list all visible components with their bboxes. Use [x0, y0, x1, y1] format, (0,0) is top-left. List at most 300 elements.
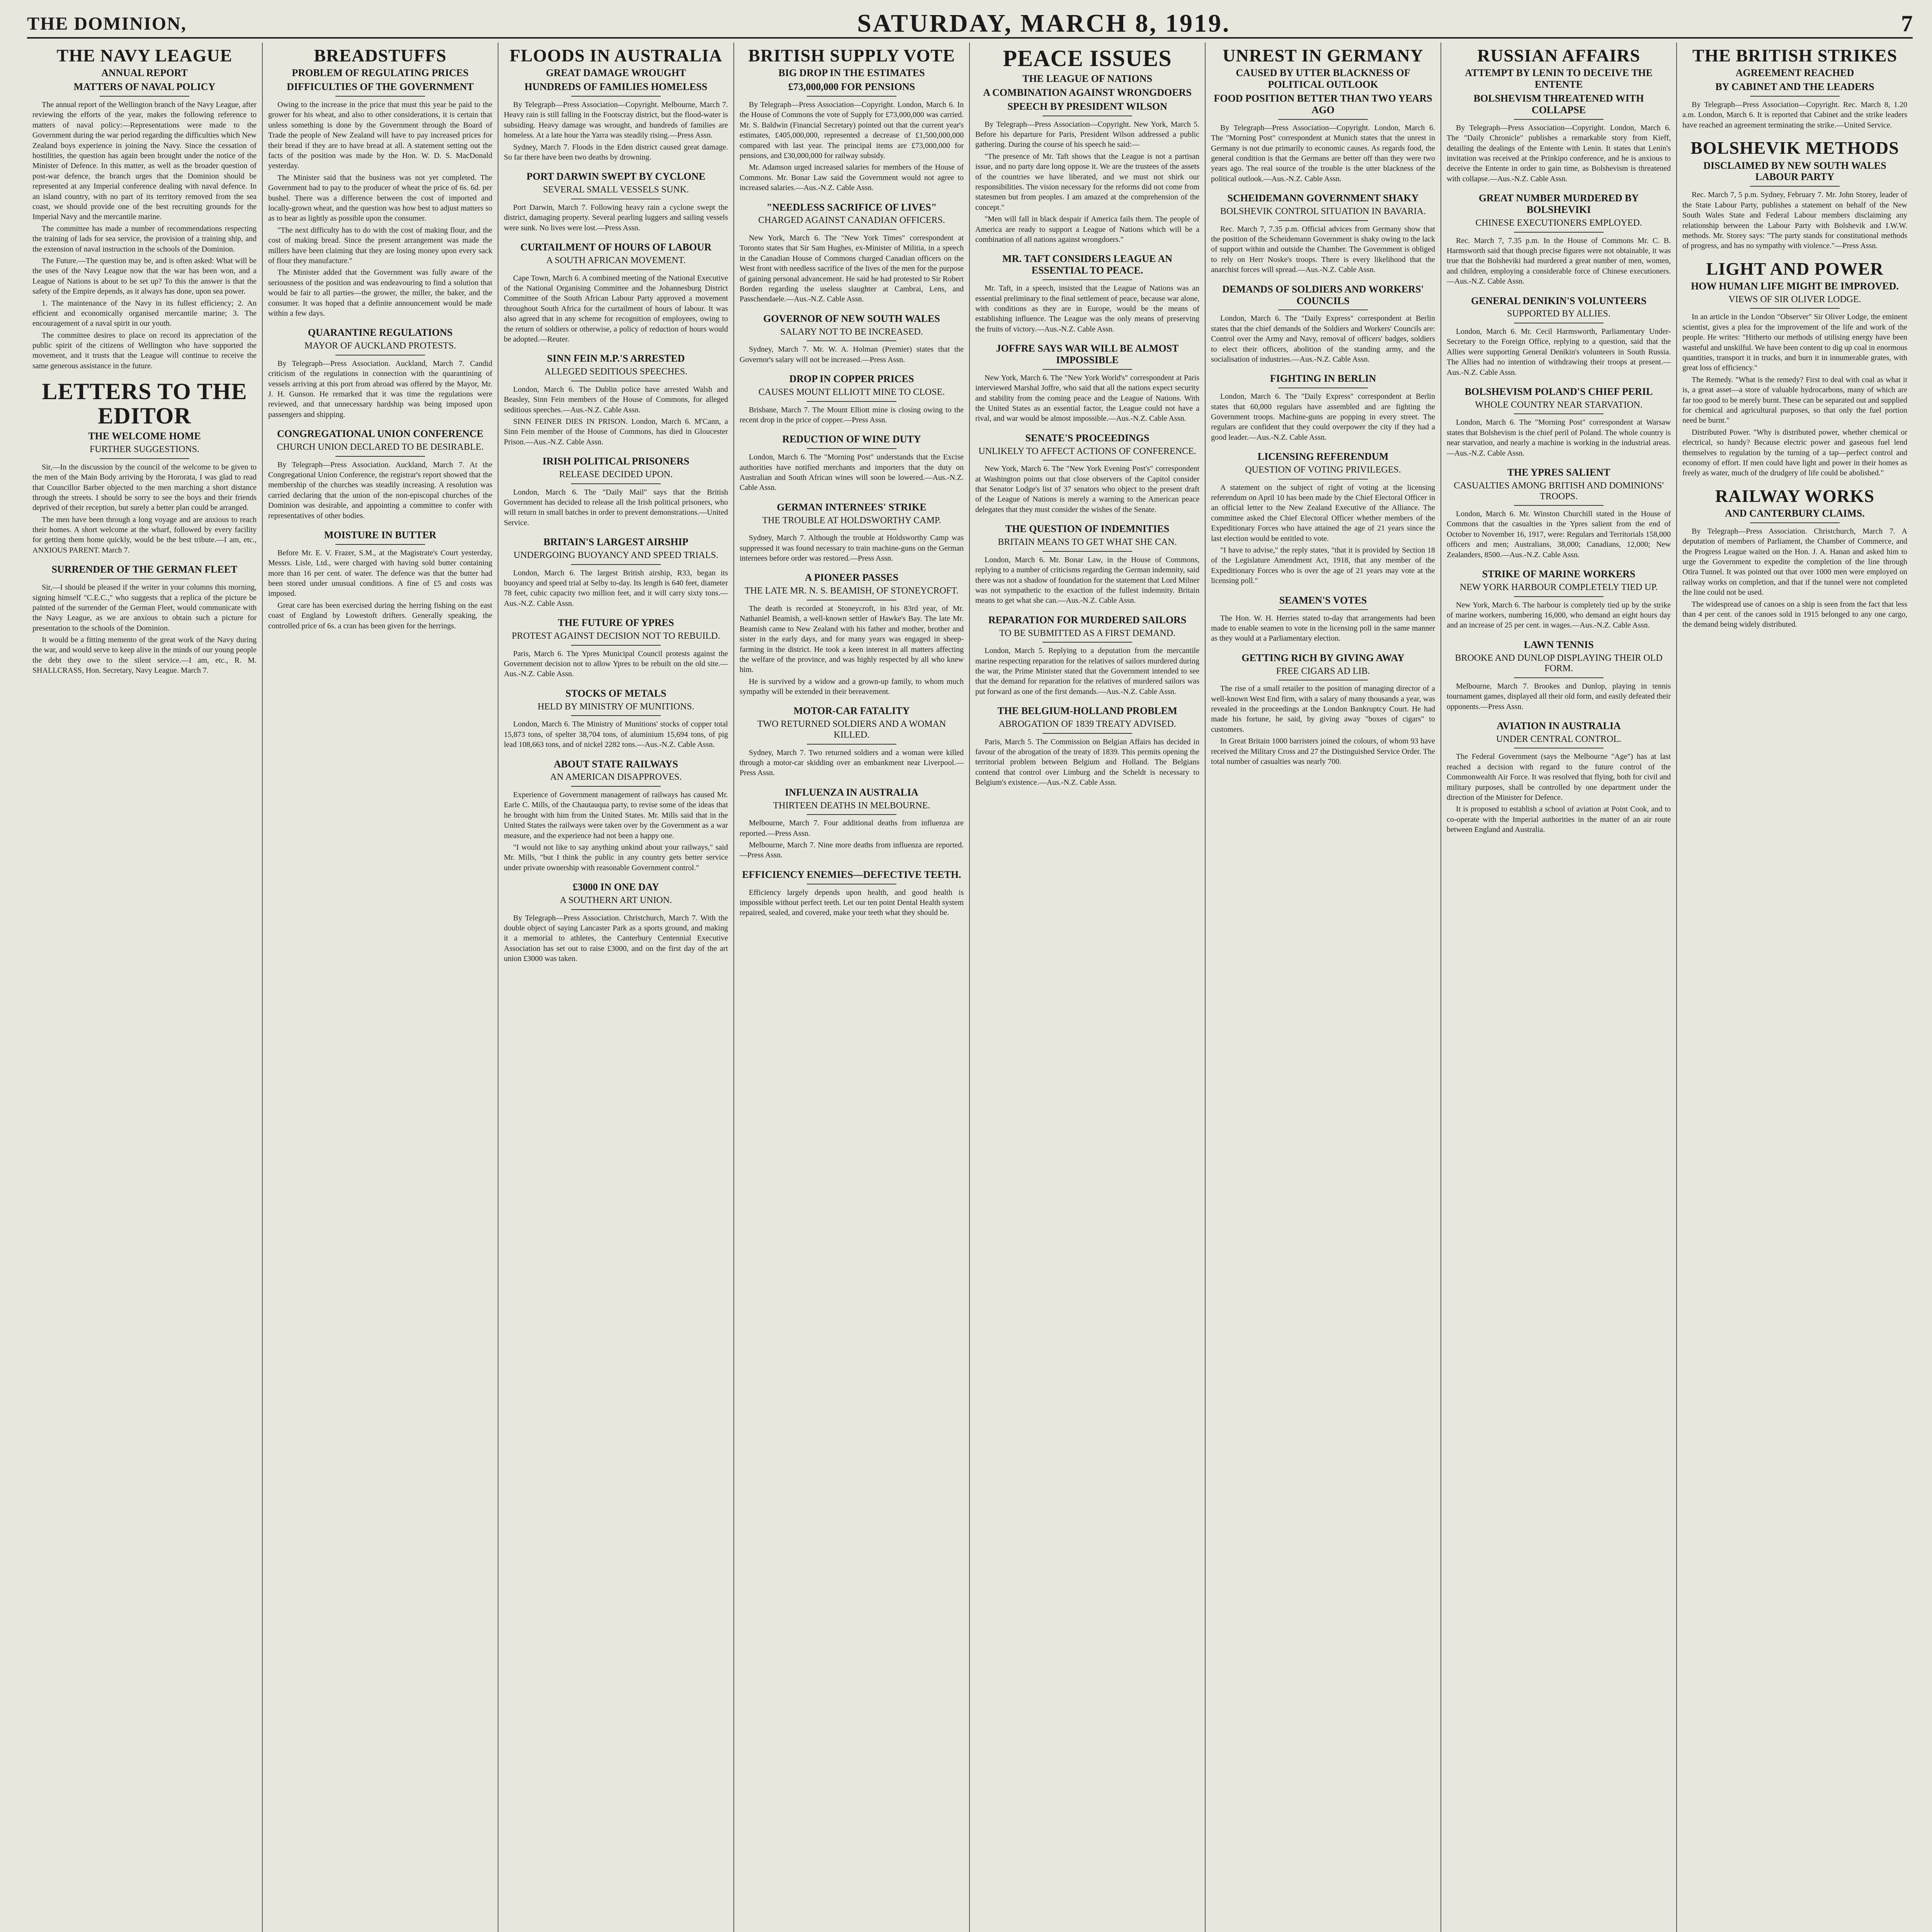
- article-subheading: CURTAILMENT OF HOURS OF LABOUR: [520, 242, 712, 253]
- headline-rule: [571, 786, 661, 787]
- article-paragraph: 1. The maintenance of the Navy in its fullest efficiency; 2. An efficient and economically organised mercantile marine; 3. The encouragement of a naval spirit in our youth.: [32, 299, 257, 328]
- headline-rule: [1750, 186, 1840, 187]
- article-subheading: A PIONEER PASSES: [804, 572, 899, 583]
- article-body: [268, 548, 492, 631]
- article-subheading-minor: FURTHER SUGGESTIONS.: [90, 444, 199, 455]
- article-paragraph: "The presence of Mr. Taft shows that the League is not a partisan issue, and no party dare long oppose it. We are the trustees of the assets of the countries we have liberated, and we must not shirk our responsibilities. The vision necessary for the reforms did not come from statesmen but from peoples. I am amazed at the comprehension of the concept.": [975, 152, 1199, 212]
- headline-rule: [1043, 642, 1132, 643]
- article: [975, 343, 1199, 424]
- article-paragraph: Sir,—I should be pleased if the writer in your columns this morning, signing himself "C.E.C.," who suggests that a replica of the picture be painted of the surrender of the German Fleet, would communicate with the Navy League, as we are anxious to obtain such a picture for presentation to the schools of the Dominion.: [32, 583, 257, 633]
- article-body: [504, 568, 728, 609]
- article-body: [1447, 600, 1671, 631]
- article-body: [504, 913, 728, 964]
- page-number: 7: [1901, 10, 1913, 36]
- headline-rule: [1750, 522, 1840, 523]
- article: [740, 46, 964, 193]
- article-body: [975, 737, 1199, 788]
- article-subheading: REDUCTION OF WINE DUTY: [782, 434, 921, 445]
- article: [740, 434, 964, 493]
- article-headline: BRITISH SUPPLY VOTE: [748, 46, 955, 65]
- headline-rule: [571, 96, 661, 97]
- headline-rule: [571, 483, 661, 484]
- headline-rule: [807, 814, 896, 815]
- article-subheading-minor: QUESTION OF VOTING PRIVILEGES.: [1245, 465, 1401, 475]
- article-subheading-minor: BOLSHEVIK CONTROL SITUATION IN BAVARIA.: [1220, 206, 1426, 217]
- article-body: [268, 100, 492, 318]
- article-paragraph: Experience of Government management of railways has caused Mr. Earle C. Mills, of the Chautauqua party, to revise some of the ideas that he brought with him from the United States. Mr. Mills said that in the United States the railways were taken over by the Government as a war measure, and the experience had not been a happy one.: [504, 791, 728, 840]
- article-subheading: MATTERS OF NAVAL POLICY: [73, 81, 216, 93]
- article-subheading-minor: TWO RETURNED SOLDIERS AND A WOMAN KILLED.: [757, 719, 946, 740]
- article-paragraph: By Telegraph—Press Association. Christchurch, March 7. With the double object of saying Lancaster Park as a sports ground, and making it a memorial to athletes, the Canterbury Centennial Executive Association has set out to raise £3000, and on the first day of the art union £3000 was taken.: [504, 913, 728, 963]
- article-paragraph: By Telegraph—Press Association. Christchurch, March 7. A deputation of members of Parliament, the Chamber of Commerce, and the Progress League waited on the Hon. J. A. Hanan and asked him to urge the Government to expedite the completion of the line through Otira Tunnel. It was pointed out that over 1000 men were employed on railway works on completion, and that if the tunnel were not completed the line could not be used.: [1682, 527, 1907, 597]
- article-subheading: £73,000,000 FOR PENSIONS: [788, 81, 915, 93]
- article: [1682, 260, 1907, 478]
- column-3: [498, 43, 734, 1932]
- article-subheading: BIG DROP IN THE ESTIMATES: [778, 67, 925, 79]
- article-body: [504, 487, 728, 528]
- article-paragraph: New York, March 6. The "New York Evening Post's" correspondent at Washington points out that close observers of the Capitol consider that Senator Lodge's list of 37 senators who object to the present draft of the League of Nations is merely a warning to the American peace delegates that they must consider the wishes of the Senate.: [975, 464, 1199, 514]
- article: [740, 869, 964, 918]
- article-body: [740, 344, 964, 365]
- article-body: [1447, 681, 1671, 712]
- article-paragraph: In Great Britain 1000 barristers joined the colours, of whom 93 have received the Military Cross and 27 the Distinguished Service Order. The total number of casualties was nearly 700.: [1211, 737, 1435, 766]
- article-paragraph: London, March 6. The Ministry of Munitions' stocks of copper total 15,873 tons, of spelter 38,704 tons, of aluminium 15,694 tons, of pig lead 108,663 tons, and of nickel 2282 tons.—Aus.-N.Z. Cable Assn.: [504, 720, 728, 749]
- article-subheading-minor: THIRTEEN DEATHS IN MELBOURNE.: [773, 800, 930, 811]
- article-body: [268, 359, 492, 420]
- article: [1447, 568, 1671, 631]
- article-headline: RAILWAY WORKS: [1715, 486, 1875, 506]
- article: [504, 242, 728, 344]
- article: [1447, 192, 1671, 286]
- article-body: [32, 462, 257, 556]
- article-body: [504, 719, 728, 750]
- article-paragraph: London, March 6. Mr. Cecil Harmsworth, Parliamentary Under-Secretary to the Foreign Office, replying to a question, said that the Allies were supporting General Denikin's volunteers in South Russia. The Allies had no intention of withdrawing their troops at present.—Aus.-N.Z. Cable Assn.: [1447, 327, 1671, 377]
- headline-rule: [1750, 96, 1840, 97]
- article: [975, 253, 1199, 334]
- article: [504, 759, 728, 873]
- article-subheading-minor: BROOKE AND DUNLOP DISPLAYING THEIR OLD FORM.: [1455, 653, 1663, 674]
- article-paragraph: Great care has been exercised during the herring fishing on the east coast of England by Lowestoft drifters. Generally speaking, the controlled price of 6s. a cran has been given for the herrings.: [268, 601, 492, 630]
- headline-rule: [1514, 596, 1604, 597]
- article-body: [1211, 313, 1435, 364]
- article: [975, 523, 1199, 605]
- headline-rule: [807, 448, 896, 449]
- article-subheading: STOCKS OF METALS: [565, 687, 667, 699]
- article-subheading: SINN FEIN M.P.'S ARRESTED: [547, 353, 685, 364]
- article-body: [32, 100, 257, 371]
- article: [1447, 467, 1671, 560]
- article-paragraph: The committee has made a number of recommendations respecting the training of lads for sea service, the provision of a training ship, and the extension of naval instruction in the schools of the Dominion.: [32, 224, 257, 253]
- article-body: [1682, 312, 1907, 478]
- article-paragraph: New York, March 6. The harbour is completely tied up by the strike of marine workers, numbering 16,000, who demand an eight hours day and an increase of 25 per cent. in wages.—Aus.-N.Z. Cable Assn.: [1447, 600, 1671, 630]
- article-subheading-minor: THE LATE MR. N. S. BEAMISH, OF STONEYCROFT.: [745, 586, 959, 596]
- article-subheading-minor: CASUALTIES AMONG BRITISH AND DOMINIONS' TROOPS.: [1454, 480, 1664, 502]
- article-body: [268, 460, 492, 521]
- article-subheading: ABOUT STATE RAILWAYS: [554, 758, 678, 770]
- article-paragraph: The Minister said that the business was not yet completed. The Government had to pay to the producer of wheat the price of 6s. 6d. per bushel. There was a difference between the cost of imported and locally-grown wheat, and the question was how best to adjust matters so as to bear as lightly as possible upon the consumer.: [268, 173, 492, 223]
- article-headline: RUSSIAN AFFAIRS: [1477, 46, 1640, 65]
- article-body: [1447, 327, 1671, 378]
- article-body: [1211, 684, 1435, 767]
- article-body: [1682, 100, 1907, 130]
- article-subheading: FIGHTING IN BERLIN: [1270, 373, 1376, 384]
- headline-rule: [1278, 119, 1368, 120]
- column-2: [263, 43, 498, 1932]
- article-paragraph: In an article in the London "Observer" Sir Oliver Lodge, the eminent scientist, gives a plea for the improvement of the life and work of the people. He writes: "Hitherto our methods of utilising energy have been wasteful and unskilful. We have been content to dig up coal in enormous quantities, transport it in trucks, and burn it in innumerable grates, with great loss of efficiency.": [1682, 313, 1907, 372]
- article: [504, 46, 728, 162]
- masthead-left: THE DOMINION,: [27, 13, 187, 34]
- article-subheading: THE WELCOME HOME: [88, 430, 201, 442]
- article-paragraph: Sir,—In the discussion by the council of the welcome to be given to the men of the Main Body arriving by the Hororata, I was glad to read that Councillor Barber objected to the men marching a short distance through the streets. I should be sorry to see the boys and their friends deprived of their reception, but surely a better plan could be arranged.: [32, 463, 257, 512]
- article-subheading-minor: BRITAIN MEANS TO GET WHAT SHE CAN.: [998, 537, 1177, 548]
- article-subheading-minor: SEVERAL SMALL VESSELS SUNK.: [543, 185, 689, 195]
- article-subheading-minor: UNDER CENTRAL CONTROL.: [1496, 734, 1621, 744]
- article-paragraph: Melbourne, March 7. Four additional deaths from influenza are reported.—Press Assn.: [740, 819, 964, 838]
- article-body: [1447, 236, 1671, 287]
- article-paragraph: Mr. Adamson urged increased salaries for members of the House of Commons. Mr. Bonar Law said the Government would not agree to increased salaries.—Aus.-N.Z. Cable Assn.: [740, 163, 964, 192]
- article: [740, 572, 964, 697]
- article-subheading: REPARATION FOR MURDERED SAILORS: [988, 614, 1187, 626]
- article-subheading: PORT DARWIN SWEPT BY CYCLONE: [526, 171, 706, 182]
- article-paragraph: New York, March 6. The "New York Times" correspondent at Toronto states that Sir Sam Hughes, ex-Minister of Militia, in a speech in the Canadian House of Commons charged Canadian officers on the West front with needless sacrifice of the lives of the men for the purpose of gaining personal advancement. He said he had protested to Sir Robert Borden regarding the useless slaughter at Cambrai, Lens, and Passchendaele.—Aus.-N.Z. Cable Assn.: [740, 234, 964, 304]
- article: [504, 171, 728, 233]
- article-paragraph: By Telegraph—Press Association—Copyright. Melbourne, March 7. Heavy rain is still falling in the Footscray district, but the flood-water is subsiding. Heavy damage was wrought, and hundreds of families are homeless. At a late hour the Yarra was steadily rising.—Press Assn.: [504, 100, 728, 140]
- headline-rule: [1043, 279, 1132, 280]
- article-paragraph: Rec. March 7, 7.35 p.m. Official advices from Germany show that the position of the Scheidemann Government is shaky owing to the lack of support within and outside the Chamber. The Government is obliged to rely on Herr Noske's troops. There is every likelihood that the anarchist forces will spread.—Aus.-N.Z. Cable Assn.: [1211, 224, 1435, 274]
- article: [1211, 451, 1435, 586]
- article-paragraph: Before Mr. E. V. Frazer, S.M., at the Magistrate's Court yesterday, Messrs. Lisle, Ltd., were charged with having sold butter containing more than 16 per cent. of water. The defence was that the butter had been stored under unusual conditions. A fine of £5 and costs was imposed.: [268, 548, 492, 598]
- article-subheading: JOFFRE SAYS WAR WILL BE ALMOST IMPOSSIBLE: [996, 343, 1179, 366]
- article-paragraph: It would be a fitting memento of the great work of the Navy during the war, and would serve to keep alive in the minds of our young people the debt they owe to the silent service.—I am, etc., R. M. SHALLCRASS, Hon. Secretary, Navy League. March 7.: [32, 636, 257, 675]
- article: [1211, 192, 1435, 275]
- article: [268, 46, 492, 318]
- article-subheading: DISCLAIMED BY NEW SOUTH WALES LABOUR PARTY: [1703, 160, 1886, 183]
- article-body: [740, 100, 964, 193]
- article: [1447, 386, 1671, 458]
- article-paragraph: The Minister added that the Government was fully aware of the seriousness of the position and was endeavouring to find a solution that would be fair to all parties—the grower, the miller, the baker, and the consumer. It was hoped that a definite announcement would be made within a few days.: [268, 268, 492, 318]
- article: [1682, 139, 1907, 251]
- article: [504, 881, 728, 964]
- headline-rule: [1514, 505, 1604, 506]
- article-subheading: MOTOR-CAR FATALITY: [793, 705, 910, 717]
- article-subheading: STRIKE OF MARINE WORKERS: [1482, 568, 1636, 580]
- article-paragraph: The annual report of the Wellington branch of the Navy League, after reviewing the efforts of the year, makes the following reference to matters of naval policy:—Representations were made to the Government during the war period regarding the difficulties which New Zealand boys experience in joining the Navy. Since the cessation of hostilities, the question has again been brought under the notice of the Minister of Defence. In this matter, as well as the broader question of post-war defence, the branch urges that the Dominion should be represented at any Imperial conference dealing with naval defence. In an island country, with no part of its territory removed from the sea coast, we should provide one of the best recruiting grounds for the Imperial Navy and the mercantile marine.: [32, 100, 257, 221]
- article-paragraph: Melbourne, March 7. Nine more deaths from influenza are reported.—Press Assn.: [740, 840, 964, 860]
- article-paragraph: "Men will fall in black despair if America fails them. The people of America are ready to support a League of Nations which will be a combination of all nations against wrongdoers.": [975, 215, 1199, 244]
- article-paragraph: London, March 5. Replying to a deputation from the mercantile marine respecting reparation for the relatives of sailors murdered during the war, the Prime Minister stated that the Government intended to see that the demand for reparation for the relatives of murdered sailors was put forward as one of the first demands.—Aus.-N.Z. Cable Assn.: [975, 646, 1199, 696]
- article-subheading: QUARANTINE REGULATIONS: [308, 327, 453, 338]
- article-paragraph: By Telegraph—Press Association—Copyright. London, March 6. The "Morning Post" correspondent at Munich states that the unrest in Germany is not due primarily to economic causes. As regards food, the general condition is that the Germans are better off than they were two years ago. The real source of the trouble is the utter blackness of the political outlook.—Aus.-N.Z. Cable Assn.: [1211, 123, 1435, 183]
- article-paragraph: The Federal Government (says the Melbourne "Age") has at last reached a decision with regard to the future control of the Commonwealth Air Force. It was resolved that flying, both for civil and military purposes, shall be controlled by one department under the direction of the Minister for Defence.: [1447, 752, 1671, 802]
- article-subheading-minor: CHINESE EXECUTIONERS EMPLOYED.: [1475, 218, 1642, 228]
- article-paragraph: A statement on the subject of right of voting at the licensing referendum on April 10 has been made by the Chief Electoral Officer in an official letter to the New Zealand Executive of the Alliance. The committee asked the Chief Electoral Officer whether members of the Expeditionary Forces who have attained the age of 21 years since the last election would be entitled to vote.: [1211, 483, 1435, 543]
- article-paragraph: London, March 6. The "Daily Express" correspondent at Berlin states that 60,000 regulars have assembled and are fighting the Government troops. Machine-guns are popping in every street. The regulars are confident that they could overpower the city if they had a good leader.—Aus.-N.Z. Cable Assn.: [1211, 392, 1435, 442]
- headline-rule: [100, 458, 189, 459]
- article-body: [740, 748, 964, 778]
- article-paragraph: Rec. March 7, 7.35 p.m. In the House of Commons Mr. C. B. Harmsworth said that though precise figures were not obtainable, it was true that the Bolsheviki had murdered a great number of men, women, and children, employing a considerable force of Chinese executioners.—Aus.-N.Z. Cable Assn.: [1447, 236, 1671, 286]
- article-subheading: SCHEIDEMANN GOVERNMENT SHAKY: [1227, 192, 1419, 204]
- article-subheading-minor: UNLIKELY TO AFFECT ACTIONS OF CONFERENCE.: [978, 446, 1196, 456]
- article-body: [1447, 509, 1671, 560]
- headline-rule: [571, 645, 661, 646]
- article-body: [975, 555, 1199, 606]
- article-paragraph: Paris, March 6. The Ypres Municipal Council protests against the Government decision not to allow Ypres to be rebuilt on the old site.—Aus.-N.Z. Cable Assn.: [504, 649, 728, 679]
- article-subheading: A COMBINATION AGAINST WRONGDOERS: [983, 87, 1192, 98]
- article: [1447, 295, 1671, 378]
- article-body: [740, 888, 964, 918]
- headline-rule: [807, 529, 896, 530]
- article-subheading: DEMANDS OF SOLDIERS AND WORKERS' COUNCILS: [1222, 283, 1424, 306]
- article-subheading: GETTING RICH BY GIVING AWAY: [1242, 652, 1405, 663]
- article-subheading: THE LEAGUE OF NATIONS: [1022, 73, 1152, 84]
- article-subheading: GENERAL DENIKIN'S VOLUNTEERS: [1471, 295, 1647, 306]
- article-subheading-minor: CHURCH UNION DECLARED TO BE DESIRABLE.: [277, 442, 484, 452]
- article-subheading: "NEEDLESS SACRIFICE OF LIVES": [766, 201, 937, 213]
- headline-rule: [100, 96, 189, 97]
- article-paragraph: "The next difficulty has to do with the cost of making flour, and the cost of making bread. Since the present arrangement was made the millers have been claiming that they are losing money upon every sack of flour they manufacture.": [268, 226, 492, 265]
- article-subheading: GREAT NUMBER MURDERED BY BOLSHEVIKI: [1478, 192, 1639, 216]
- article-body: [740, 533, 964, 563]
- article-subheading: GERMAN INTERNEES' STRIKE: [777, 501, 927, 513]
- article: [975, 432, 1199, 515]
- article-body: [1447, 752, 1671, 835]
- article-subheading: GREAT DAMAGE WROUGHT: [546, 67, 686, 79]
- article-subheading: SENATE'S PROCEEDINGS: [1025, 432, 1150, 444]
- article-body: [740, 604, 964, 697]
- article-subheading-minor: TO BE SUBMITTED AS A FIRST DEMAND.: [999, 628, 1175, 638]
- article-paragraph: He is survived by a widow and a grown-up family, to whom much sympathy will be extended in their bereavement.: [740, 677, 964, 696]
- article-body: [504, 384, 728, 447]
- article-subheading: HUNDREDS OF FAMILIES HOMELESS: [524, 81, 707, 93]
- article-body: [975, 464, 1199, 515]
- article-paragraph: Sydney, March 7. Although the trouble at Holdsworthy Camp was suppressed it was found necessary to train machine-guns on the German internees before order was restored.—Press Assn.: [740, 534, 964, 563]
- article: [1211, 46, 1435, 184]
- article-subheading-minor: A SOUTHERN ART UNION.: [560, 895, 672, 906]
- article: [1447, 720, 1671, 835]
- article-subheading-minor: A SOUTH AFRICAN MOVEMENT.: [546, 255, 686, 265]
- article-body: [504, 790, 728, 873]
- article-headline: FLOODS IN AUSTRALIA: [509, 46, 723, 65]
- article-paragraph: Mr. Taft, in a speech, insisted that the League of Nations was an essential preliminary to the final settlement of peace, because war alone, with conditions as they are in Europe, would be the means of establishing influence. The League was the only means of preserving the fruits of victory.—Aus.-N.Z. Cable Assn.: [975, 284, 1199, 333]
- article-subheading: THE YPRES SALIENT: [1507, 467, 1611, 478]
- headline-rule: [335, 544, 425, 545]
- article-paragraph: By Telegraph—Press Association—Copyright. Rec. March 8, 1.20 a.m. London, March 6. It is reported that Cabinet and the strike leaders have reached an agreement terminating the strike.—United Service.: [1682, 100, 1907, 129]
- article-subheading: BY CABINET AND THE LEADERS: [1715, 81, 1874, 93]
- article-subheading-minor: HELD BY MINISTRY OF MUNITIONS.: [537, 701, 694, 712]
- article-subheading: ATTEMPT BY LENIN TO DECEIVE THE ENTENTE: [1465, 67, 1653, 90]
- article-paragraph: The Future.—The question may be, and is often asked: What will be the uses of the Navy League now that the war has been won, and a League of Nations is about to be set up? To this the answer is that the safety of the Empire depends, as it always has done, upon sea power.: [32, 256, 257, 296]
- article-subheading-minor: SALARY NOT TO BE INCREASED.: [780, 327, 923, 337]
- headline-rule: [1043, 460, 1132, 461]
- article: [504, 617, 728, 679]
- article-headline: PEACE ISSUES: [1003, 46, 1172, 71]
- article-subheading-minor: ABROGATION OF 1839 TREATY ADVISED.: [998, 719, 1176, 730]
- headline-rule: [1043, 551, 1132, 552]
- article-body: [1447, 123, 1671, 184]
- article-headline: BREADSTUFFS: [314, 46, 447, 65]
- headline-rule: [807, 96, 896, 97]
- article: [1211, 652, 1435, 767]
- headline-rule: [571, 564, 661, 565]
- article-body: [1211, 483, 1435, 586]
- article-subheading: PROBLEM OF REGULATING PRICES: [292, 67, 469, 79]
- article: [32, 564, 257, 675]
- article-subheading: GOVERNOR OF NEW SOUTH WALES: [763, 313, 940, 324]
- article: [740, 705, 964, 778]
- headline-rule: [571, 909, 661, 910]
- article-headline: BOLSHEVIK METHODS: [1690, 138, 1899, 158]
- article-body: [1211, 613, 1435, 644]
- article: [504, 456, 728, 528]
- article-subheading: THE FUTURE OF YPRES: [558, 617, 674, 629]
- article-paragraph: By Telegraph—Press Association. Auckland, March 7. At the Congregational Union Conference, the registrar's report showed that the membership of the churches was steadily increasing. A resolution was carried declaring that the union of the non-episcopal churches of the Dominion was desirable, and appointing a committee to confer with representatives of other bodies.: [268, 460, 492, 520]
- article-paragraph: The rise of a small retailer to the position of managing director of a well-known West End firm, with a salary of many thousands a year, was revealed in the proceedings at the London Bankruptcy Court. He had made his fortune, he said, by giving away "boxes of cigars" to customers.: [1211, 684, 1435, 734]
- article-paragraph: London, March 6. Mr. Bonar Law, in the House of Commons, replying to a number of criticisms regarding the German indemnity, said there was not a shadow of foundation for the statement that Lord Milner was not sympathetic to the exaction of the fullest indemnity. Britain means to get what she can.—Aus.-N.Z. Cable Assn.: [975, 555, 1199, 605]
- article: [1682, 46, 1907, 130]
- headline-rule: [335, 96, 425, 97]
- headline-rule: [335, 456, 425, 457]
- headline-rule: [1514, 677, 1604, 678]
- article-subheading: CONGREGATIONAL UNION CONFERENCE: [277, 428, 483, 440]
- article-paragraph: London, March 6. Mr. Winston Churchill stated in the House of Commons that the casualties in the Ypres salient from the end of October to November 16, 1917, were: Regulars and Territorials 158,000 officers and men; Australians, 38,000; Canadians, 12,000; New Zealanders, 8500.—Aus.-N.Z. Cable Assn.: [1447, 510, 1671, 559]
- article: [1447, 46, 1671, 184]
- headline-rule: [1750, 308, 1840, 309]
- article-headline: THE BRITISH STRIKES: [1692, 46, 1898, 65]
- article-subheading: MR. TAFT CONSIDERS LEAGUE AN ESSENTIAL TO PEACE.: [1002, 253, 1172, 276]
- article-headline: UNREST IN GERMANY: [1223, 46, 1423, 65]
- article-headline: THE NAVY LEAGUE: [56, 46, 233, 65]
- article: [1211, 373, 1435, 442]
- article-paragraph: Owing to the increase in the price that must this year be paid to the grower for his wheat, and also to other considerations, it is certain that unless something is done by the Government through the Board of Trade the people of New Zealand will have to pay increased prices for their bread if they are to have bread at all. A statement setting out the facts of the position was made by the Hon. W. D. S. MacDonald yesterday.: [268, 100, 492, 170]
- article-body: [504, 273, 728, 345]
- article-body: [975, 283, 1199, 334]
- article-body: [975, 646, 1199, 697]
- article-subheading-minor: MAYOR OF AUCKLAND PROTESTS.: [304, 341, 456, 351]
- article: [1682, 487, 1907, 630]
- article-subheading: £3000 IN ONE DAY: [573, 881, 659, 893]
- article-paragraph: London, March 6. The "Morning Post" understands that the Excise authorities have notified merchants and importers that the duty on Australian and South African wines will soon be lowered.—Aus.-N.Z. Cable Assn.: [740, 453, 964, 492]
- article-paragraph: Brisbane, March 7. The Mount Elliott mine is closing owing to the recent drop in the price of copper.—Press Assn.: [740, 405, 964, 424]
- article: [1211, 284, 1435, 365]
- column-5: [970, 43, 1206, 1932]
- article-subheading: LAWN TENNIS: [1524, 639, 1594, 650]
- article-paragraph: By Telegraph—Press Association—Copyright. London, March 6. In the House of Commons the vote of Supply for £73,000,000 was carried. Mr. S. Baldwin (Financial Secretary) pointed out that the current year's estimates, £405,000,000, represented a decrease of £1,500,000,000 compared with last year. The principal items are £73,000,000 for pensions, and £30,000,000 for railway subsidy.: [740, 100, 964, 160]
- masthead: [27, 10, 1913, 39]
- article: [32, 46, 257, 371]
- headline-rule: [807, 229, 896, 230]
- article-paragraph: Paris, March 5. The Commission on Belgian Affairs has decided in favour of the abrogation of the treaty of 1839. This permits opening the territorial problem between Belgium and Holland. The Belgians contend that control over Limburg and the Scheldt is necessary to Belgium's existence.—Aus.-N.Z. Cable Assn.: [975, 737, 1199, 787]
- article-body: [504, 100, 728, 162]
- article-paragraph: London, March 6. The "Daily Mail" says that the British Government has decided to release all the Irish political prisoners, who will return in small batches in order to prevent demonstrations.—United Service.: [504, 488, 728, 527]
- article-subheading-minor: RELEASE DECIDED UPON.: [559, 469, 673, 480]
- article-subheading-minor: WHOLE COUNTRY NEAR STARVATION.: [1475, 400, 1643, 410]
- headline-rule: [1043, 369, 1132, 370]
- article-subheading: BOLSHEVISM THREATENED WITH COLLAPSE: [1473, 93, 1644, 116]
- article: [268, 529, 492, 631]
- article: [975, 614, 1199, 697]
- article-paragraph: By Telegraph—Press Association—Copyright. New York, March 5. Before his departure for Paris, President Wilson addressed a public gathering. During the course of his speech he said:—: [975, 120, 1199, 149]
- article: [268, 428, 492, 521]
- headline-rule: [1278, 479, 1368, 480]
- headline-rule: [571, 715, 661, 716]
- article-paragraph: The men have been through a long voyage and are anxious to reach their homes. A short welcome at the wharf, followed by every facility for getting them home quickly, would be the best tribute.—I am, etc., ANXIOUS PARENT. March 7.: [32, 515, 257, 554]
- article-subheading: DROP IN COPPER PRICES: [789, 373, 914, 385]
- article-subheading-minor: NEW YORK HARBOUR COMPLETELY TIED UP.: [1459, 582, 1658, 592]
- article-paragraph: "I would not like to say anything unkind about your railways," said Mr. Mills, "but I think the public in any country gets better service under private ownership with reasonable Government control.": [504, 843, 728, 872]
- article-headline: LIGHT AND POWER: [1706, 259, 1884, 279]
- article-paragraph: Sydney, March 7. Floods in the Eden district caused great damage. So far there have been two deaths by drowning.: [504, 143, 728, 162]
- headline-rule: [1514, 232, 1604, 233]
- article-paragraph: Efficiency largely depends upon health, and good health is impossible without perfect teeth. Let our ten point Dental Health system repaired, sealed, and covered, make your teeth what they should be.: [740, 888, 964, 917]
- column-8: [1677, 43, 1913, 1932]
- headline-rule: [1278, 220, 1368, 221]
- article: [740, 313, 964, 365]
- column-1: [27, 43, 263, 1932]
- article: [1211, 595, 1435, 644]
- article-subheading-minor: SUPPORTED BY ALLIES.: [1507, 309, 1611, 319]
- article-paragraph: "I have to advise," the reply states, "that it is provided by Section 18 of the Legislature Amendment Act, 1918, that any member of the Expeditionary Forces who is over the age of 21 years may vote at the licensing poll.": [1211, 546, 1435, 585]
- article: [740, 787, 964, 861]
- article-paragraph: It is proposed to establish a school of aviation at Point Cook, and to co-operate with the Imperial authorities in the matter of an air route between England and Australia.: [1447, 805, 1671, 834]
- article-subheading: THE QUESTION OF INDEMNITIES: [1005, 523, 1170, 535]
- article: [740, 202, 964, 304]
- article-subheading: LICENSING REFERENDUM: [1257, 451, 1389, 463]
- article-body: [740, 233, 964, 304]
- article: [1447, 639, 1671, 712]
- headline-rule: [807, 340, 896, 341]
- article-subheading: THE BELGIUM-HOLLAND PROBLEM: [997, 705, 1177, 717]
- article-subheading: EFFICIENCY ENEMIES—DEFECTIVE TEETH.: [742, 869, 961, 880]
- article-headline: LETTERS TO THE EDITOR: [42, 379, 247, 429]
- article-paragraph: London, March 6. The largest British airship, R33, began its buoyancy and speed trial at Selby to-day. Its length is 640 feet, diameter 78 feet, cubic capacity two million feet, and it will carry sixty tons.—Aus.-N.Z. Cable Assn.: [504, 568, 728, 608]
- article-paragraph: SINN FEINER DIES IN PRISON. London, March 6. M'Cann, a Sinn Fein member of the House of Commons, has died in Gloucester Prison.—Aus.-N.Z. Cable Assn.: [504, 417, 728, 446]
- article: [268, 327, 492, 420]
- article-paragraph: The Remedy. "What is the remedy? First to deal with coal as what it is, a great asset—a store of valuable hydrocarbons, many of which are far too good to be merely burnt. These can be separated out and supplied for chemical and agricultural purposes, so that only the fuel portion need be burnt.": [1682, 375, 1907, 425]
- article-body: [504, 202, 728, 233]
- article-subheading-minor: FREE CIGARS AD LIB.: [1276, 666, 1370, 676]
- article-subheading: SEAMEN'S VOTES: [1279, 594, 1367, 606]
- headline-rule: [807, 744, 896, 745]
- article-body: [1211, 391, 1435, 442]
- article-subheading-minor: CAUSES MOUNT ELLIOTT MINE TO CLOSE.: [758, 387, 945, 397]
- article-paragraph: London, March 6. The "Morning Post" correspondent at Warsaw states that Bolshevism is the chief peril of Poland. The whole country is near starvation, and nearly a machine is working in the industrial areas.—Aus.-N.Z. Cable Assn.: [1447, 418, 1671, 457]
- headline-rule: [1278, 609, 1368, 610]
- article-paragraph: Sydney, March 7. Two returned soldiers and a woman were killed through a motor-car skidding over an embankment near Liverpool.—Press Assn.: [740, 748, 964, 777]
- article-subheading-minor: AN AMERICAN DISAPPROVES.: [550, 772, 682, 782]
- article-paragraph: By Telegraph—Press Association. Auckland, March 7. Candid criticism of the regulations in connection with the quarantining of vessels arriving at this port from abroad was offered by the Mayor, Mr. J. H. Gunson. He remarked that it was time the regulations were reviewed, and that unnecessary hardship was being imposed upon passengers and shipping.: [268, 359, 492, 419]
- article-subheading-minor: UNDERGOING BUOYANCY AND SPEED TRIALS.: [513, 550, 719, 561]
- article-paragraph: Sydney, March 7. Mr. W. A. Holman (Premier) states that the Governor's salary will not be increased.—Press Assn.: [740, 345, 964, 364]
- article-body: [975, 119, 1199, 245]
- columns: [27, 43, 1913, 1932]
- article-subheading: CAUSED BY UTTER BLACKNESS OF POLITICAL OUTLOOK: [1236, 67, 1410, 90]
- article: [504, 353, 728, 447]
- article-body: [740, 818, 964, 861]
- article-subheading: MOISTURE IN BUTTER: [324, 529, 437, 541]
- article-body: [1682, 526, 1907, 630]
- article-body: [975, 373, 1199, 424]
- article: [740, 373, 964, 425]
- article-subheading-minor: ALLEGED SEDITIOUS SPEECHES.: [544, 367, 687, 377]
- article-paragraph: The widespread use of canoes on a ship is seen from the fact that less than 4 per cent. of the canoes sold in 1915 belonged to any one cargo, the demand being widely distributed.: [1682, 600, 1907, 629]
- article-paragraph: Rec. March 7, 5 p.m. Sydney, February 7. Mr. John Storey, leader of the State Labour Party, publishes a statement on behalf of the New South Wales State and Federal Labour members disclaiming any relationship between the Labour Party with Bolshevik and I.W.W. methods. Mr. Storey says: "The party stands for constitutional methods of progress, and has no sympathy with violence."—Press Assn.: [1682, 190, 1907, 250]
- article-body: [1211, 224, 1435, 275]
- article-subheading: BOLSHEVISM POLAND'S CHIEF PERIL: [1464, 386, 1653, 397]
- article: [740, 502, 964, 564]
- article-subheading: FOOD POSITION BETTER THAN TWO YEARS AGO: [1214, 93, 1432, 116]
- headline-rule: [807, 401, 896, 402]
- article-body: [504, 649, 728, 679]
